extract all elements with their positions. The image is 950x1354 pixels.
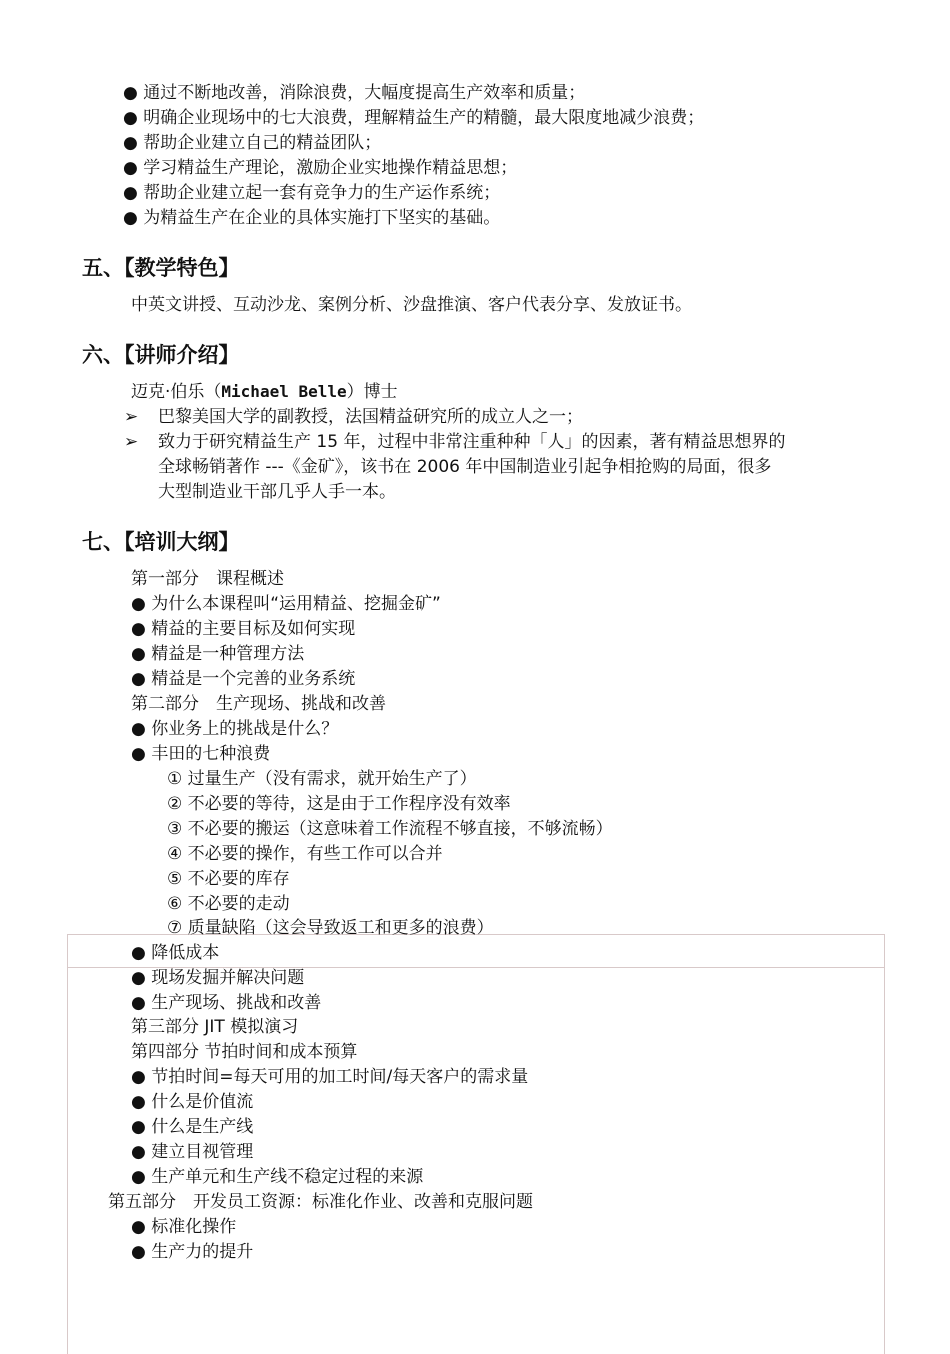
waste-item: ⑤ 不必要的库存 <box>167 869 290 889</box>
waste-item: ④ 不必要的操作，有些工作可以合并 <box>167 844 443 864</box>
goal-item: ● 通过不断地改善，消除浪费，大幅度提高生产效率和质量； <box>123 83 586 103</box>
outline-item: ● 降低成本 <box>131 943 220 963</box>
goal-item: ● 为精益生产在企业的具体实施打下坚实的基础。 <box>123 208 501 228</box>
instructor-name: 迈克·伯乐（Michael Belle）博士 <box>131 382 398 402</box>
instructor-bio-item: 巴黎美国大学的副教授，法国精益研究所的成立人之一； <box>158 407 583 427</box>
outline-item: ● 丰田的七种浪费 <box>131 744 271 764</box>
goal-item: ● 学习精益生产理论，激励企业实地操作精益思想； <box>123 158 518 178</box>
outline-item: ● 现场发掘并解决问题 <box>131 968 305 988</box>
waste-item: ② 不必要的等待，这是由于工作程序没有效率 <box>167 794 511 814</box>
outline-part-title: 第二部分 生产现场、挑战和改善 <box>131 694 386 714</box>
waste-item: ① 过量生产（没有需求，就开始生产了） <box>167 769 477 789</box>
outline-item: ● 精益是一种管理方法 <box>131 644 305 664</box>
outline-part-title: 第一部分 课程概述 <box>131 569 284 589</box>
outline-part-title: 第五部分 开发员工资源：标准化作业、改善和克服问题 <box>108 1192 533 1212</box>
arrow-bullet-icon: ➢ <box>124 407 139 427</box>
outline-item: ● 什么是生产线 <box>131 1117 254 1137</box>
outline-item: ● 生产现场、挑战和改善 <box>131 993 322 1013</box>
instructor-bio-item: 全球畅销著作 ---《金矿》，该书在 2006 年中国制造业引起争相抢购的局面，很多 <box>158 457 772 477</box>
instructor-bio-item: 大型制造业干部几乎人手一本。 <box>158 482 396 502</box>
outline-item: ● 节拍时间=每天可用的加工时间/每天客户的需求量 <box>131 1067 529 1087</box>
outline-part-title: 第三部分 JIT 模拟演习 <box>131 1017 299 1037</box>
outline-item: ● 生产力的提升 <box>131 1242 254 1262</box>
outline-item: ● 你业务上的挑战是什么？ <box>131 719 339 739</box>
section-heading-instructor: 六、【讲师介绍】 <box>82 343 240 367</box>
section-heading-outline: 七、【培训大纲】 <box>82 530 240 554</box>
waste-item: ③ 不必要的搬运（这意味着工作流程不够直接，不够流畅） <box>167 819 613 839</box>
outline-item: ● 生产单元和生产线不稳定过程的来源 <box>131 1167 424 1187</box>
outline-item: ● 标准化操作 <box>131 1217 237 1237</box>
goal-item: ● 帮助企业建立自己的精益团队； <box>123 133 382 153</box>
section-heading-teaching-features: 五、【教学特色】 <box>82 256 240 280</box>
goal-item: ● 明确企业现场中的七大浪费，理解精益生产的精髓，最大限度地减少浪费； <box>123 108 705 128</box>
waste-item: ⑥ 不必要的走动 <box>167 894 290 914</box>
outline-item: ● 精益是一个完善的业务系统 <box>131 669 356 689</box>
instructor-bio-item: 致力于研究精益生产 15 年，过程中非常注重种种「人」的因素，著有精益思想界的 <box>158 432 786 452</box>
arrow-bullet-icon: ➢ <box>124 432 139 452</box>
teaching-features-text: 中英文讲授、互动沙龙、案例分析、沙盘推演、客户代表分享、发放证书。 <box>131 295 692 315</box>
outline-item: ● 精益的主要目标及如何实现 <box>131 619 356 639</box>
waste-item: ⑦ 质量缺陷（这会导致返工和更多的浪费） <box>167 918 494 938</box>
outline-part-title: 第四部分 节拍时间和成本预算 <box>131 1042 358 1062</box>
outline-item: ● 建立目视管理 <box>131 1142 254 1162</box>
outline-item: ● 什么是价值流 <box>131 1092 254 1112</box>
outline-item: ● 为什么本课程叫“运用精益、挖掘金矿” <box>131 594 441 614</box>
goal-item: ● 帮助企业建立起一套有竞争力的生产运作系统； <box>123 183 501 203</box>
